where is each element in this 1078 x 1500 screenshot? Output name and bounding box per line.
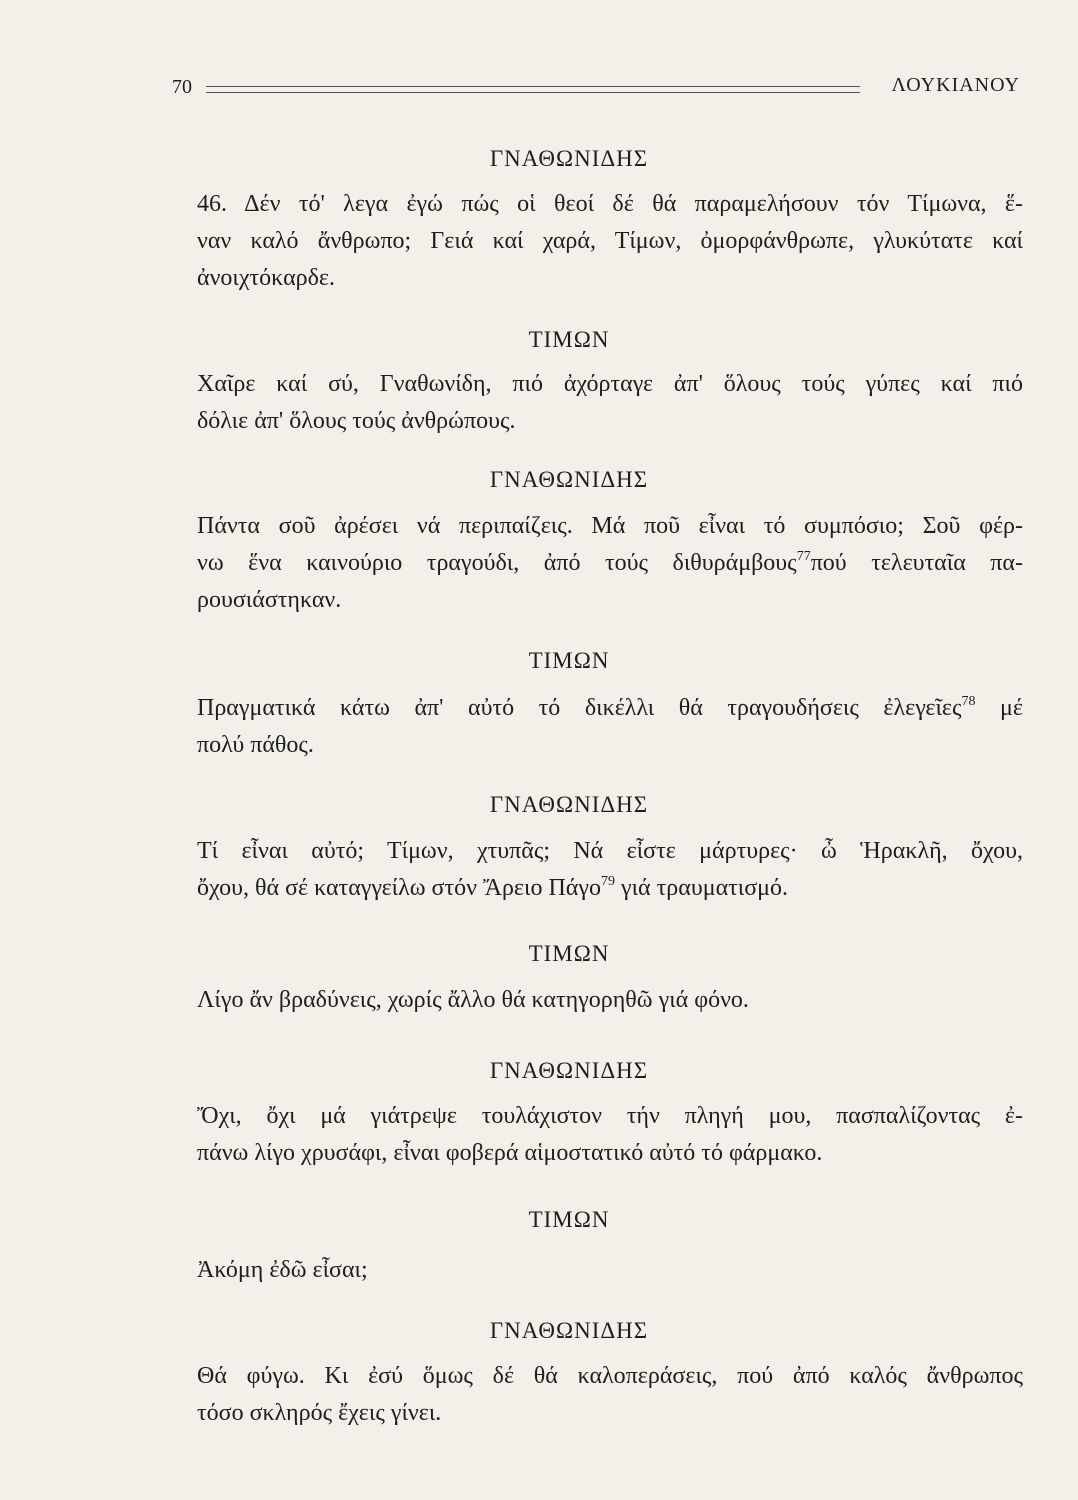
text-line: Τί εἶναι αὐτό; Τίμων, χτυπᾶς; Νά εἶστε μάρτυρες· ὦ Ἡρακλῆ, ὄχου, — [197, 838, 1023, 864]
speaker-heading: ΓΝΑΘΩΝΙΔΗΣ — [489, 792, 649, 817]
text-line — [197, 545, 1023, 582]
footnote-ref: 79 — [600, 874, 615, 889]
text-line: τόσο σκληρός ἔχεις γίνει. — [197, 1400, 442, 1426]
text-line: ρουσιάστηκαν. — [197, 587, 342, 613]
text-line: Θά φύγω. Κι ἐσύ ὅμως δέ θά καλοπεράσεις, πού ἀπό καλός ἄνθρωπος — [197, 1363, 1023, 1389]
speech-paragraph — [197, 1358, 1023, 1432]
speech-paragraph — [197, 690, 1023, 764]
text-line: Ἀκόμη ἐδῶ εἶσαι; — [197, 1257, 368, 1283]
speech-paragraph — [197, 186, 1023, 297]
text-line: δόλιε ἀπ' ὅλους τούς ἀνθρώπους. — [197, 408, 516, 434]
speaker-heading: ΓΝΑΘΩΝΙΔΗΣ — [489, 1058, 649, 1083]
text-line: 46. Δέν τό' λεγα ἐγώ πώς οἱ θεοί δέ θά παραμελήσουν τόν Τίμωνα, ἕ- — [197, 191, 1023, 217]
speech-paragraph — [197, 508, 1023, 619]
text-segment: ὄχου, θά σέ καταγγείλω στόν Ἄρειο Πάγο — [197, 875, 601, 901]
speaker-heading: ΤΙΜΩΝ — [528, 648, 610, 673]
text-line: πάνω λίγο χρυσάφι, εἶναι φοβερά αἱμοστατικό αὐτό τό φάρμακο. — [197, 1140, 823, 1166]
speech-paragraph — [197, 366, 1023, 440]
text-line: Χαῖρε καί σύ, Γναθωνίδη, πιό ἀχόρταγε ἀπ' ὅλους τούς γύπες καί πιό — [197, 371, 1023, 397]
speaker-heading: ΓΝΑΘΩΝΙΔΗΣ — [489, 146, 649, 171]
text-line: Λίγο ἄν βραδύνεις, χωρίς ἄλλο θά κατηγορηθῶ γιά φόνο. — [197, 987, 749, 1013]
speaker-heading: ΓΝΑΘΩΝΙΔΗΣ — [489, 1318, 649, 1343]
text-line — [197, 870, 1023, 907]
speaker-heading: ΤΙΜΩΝ — [528, 1207, 610, 1232]
text-line: ναν καλό ἄνθρωπο; Γειά καί χαρά, Τίμων, ὀμορφάνθρωπε, γλυκύτατε καί — [197, 228, 1023, 254]
speech-paragraph — [197, 982, 1023, 1019]
header-rule — [206, 86, 860, 93]
running-title: ΛΟΥΚΙΑΝΟΥ — [891, 74, 1020, 96]
text-segment: γιά τραυματισμό. — [614, 875, 789, 901]
text-segment: μέ — [975, 695, 1023, 721]
speech-paragraph — [197, 833, 1023, 907]
text-line: πολύ πάθος. — [197, 732, 314, 758]
text-segment: πού τελευταῖα πα- — [810, 550, 1023, 576]
text-segment: νω ἕνα καινούριο τραγούδι, ἀπό τούς διθυράμβους — [197, 550, 797, 576]
text-line: Ὄχι, ὄχι μά γιάτρεψε τουλάχιστον τήν πληγή μου, πασπαλίζοντας ἐ- — [197, 1103, 1023, 1129]
text-segment: Πραγματικά κάτω ἀπ' αὐτό τό δικέλλι θά τραγουδήσεις ἐλεγεῖες — [197, 695, 962, 721]
text-line — [197, 690, 1023, 727]
text-line: ἀνοιχτόκαρδε. — [197, 265, 335, 291]
speaker-heading: ΤΙΜΩΝ — [528, 327, 610, 352]
text-line: Πάντα σοῦ ἀρέσει νά περιπαίζεις. Μά ποῦ εἶναι τό συμπόσιο; Σοῦ φέρ- — [197, 513, 1023, 539]
running-head — [172, 70, 1020, 104]
footnote-ref: 77 — [796, 549, 811, 564]
footnote-ref: 78 — [961, 694, 976, 709]
speaker-heading: ΤΙΜΩΝ — [528, 941, 610, 966]
speech-paragraph — [197, 1098, 1023, 1172]
page-number: 70 — [172, 76, 192, 98]
speech-paragraph — [197, 1252, 1023, 1289]
speaker-heading: ΓΝΑΘΩΝΙΔΗΣ — [489, 467, 649, 492]
